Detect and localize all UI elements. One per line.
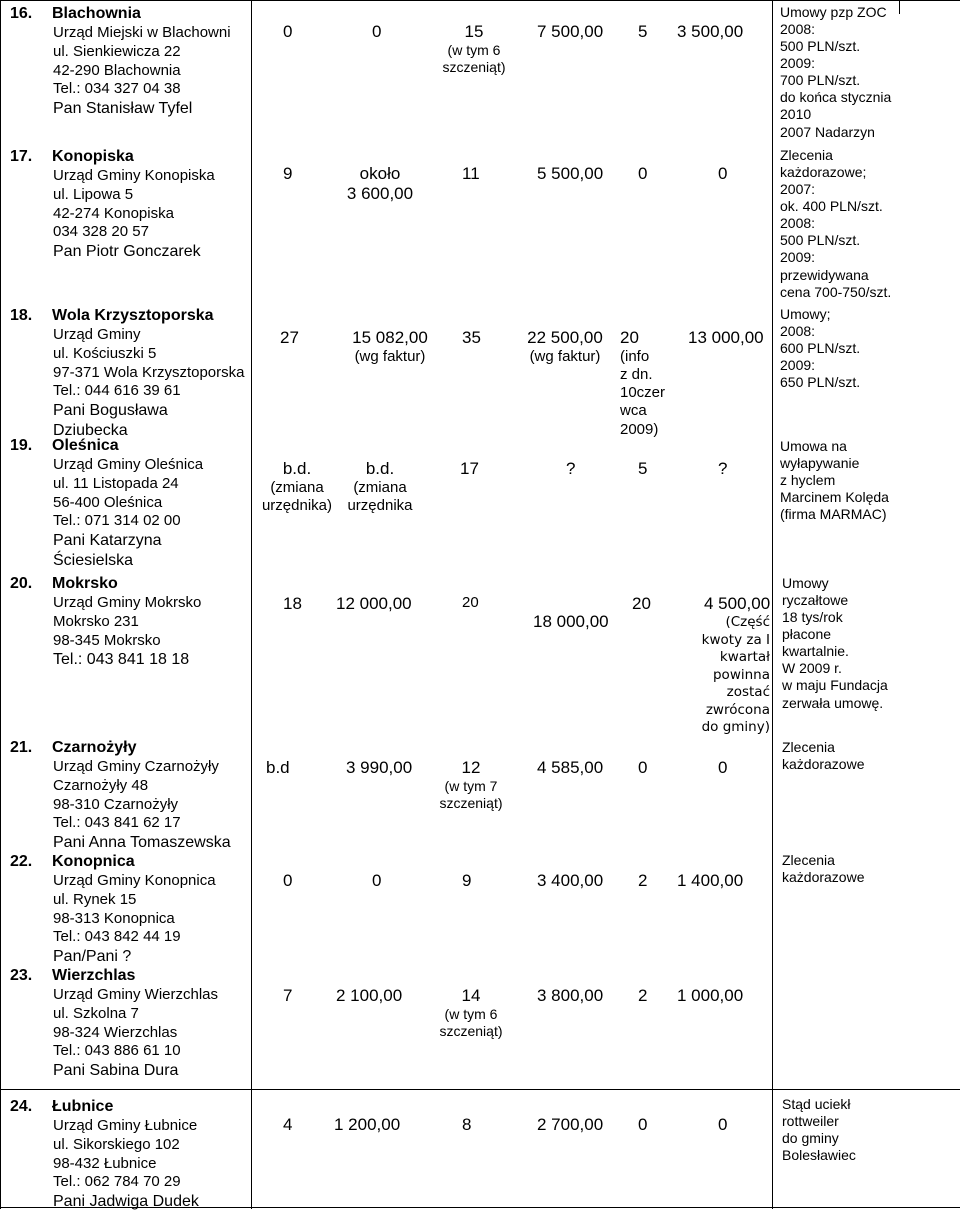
cell-value: około 3 600,00 [346,164,414,203]
column-divider [899,0,900,14]
cell-value: 13 000,00 [688,328,764,347]
institution-cell: 21. Czarnożyły Urząd Gminy Czarnożyły Czarnożyły 48 98-310 Czarnożyły Tel.: 043 841 62 17 Pani Anna Tomaszewska [10,739,231,851]
cell-value: 7 500,00 [537,22,604,41]
cell-value: 15 082,00 (wg faktur) [352,328,428,365]
cell-value: 20 (info z dn. 10czer wca 2009) [620,328,666,438]
cell-value: 15 (w tym 6 szczeniąt) [442,22,506,75]
cell-value: 12 000,00 [336,594,412,613]
notes-cell: Stąd uciekł rottweiler do gminy Bolesławiec [782,1096,856,1164]
cell-value: 20 [462,594,479,611]
cell-value: 1 200,00 [334,1115,401,1134]
cell-value: 22 500,00 (wg faktur) [527,328,603,365]
institution-cell: 22. Konopnica Urząd Gminy Konopnica ul. Rynek 15 98-313 Konopnica Tel.: 043 842 44 19 Pan/Pani ? [10,853,216,965]
cell-value: 12 (w tym 7 szczeniąt) [439,758,503,811]
cell-value: 17 [460,459,479,478]
cell-value: 9 [462,871,472,890]
cell-value: 0 [718,164,728,183]
cell-value: 14 (w tym 6 szczeniąt) [439,986,503,1039]
cell-value: 3 400,00 [537,871,604,890]
cell-value: ? [566,459,576,478]
cell-value: 2 100,00 [336,986,403,1005]
cell-value: 3 500,00 [677,22,744,41]
institution-cell: 16. Blachownia Urząd Miejski w Blachowni ul. Sienkiewicza 22 42-290 Blachownia Tel.: 034 327 04 38 Pan Stanisław Tyfel [10,5,231,117]
column-divider [251,0,252,1209]
cell-value: 9 [283,164,293,183]
cell-value: 2 [638,871,648,890]
cell-value: 2 700,00 [537,1115,604,1134]
cell-value: 27 [280,328,299,347]
cell-value: b.d [266,758,290,777]
notes-cell: Umowa na wyłapywanie z hyclem Marcinem Kolęda (firma MARMAC) [780,438,889,523]
cell-value: 18 [283,594,302,613]
cell-value: 0 [638,1115,648,1134]
cell-value: 0 [372,871,382,890]
column-divider [772,0,773,1209]
institution-cell: 20. Mokrsko Urząd Gminy Mokrsko Mokrsko 231 98-345 Mokrsko Tel.: 043 841 18 18 [10,575,202,669]
institution-cell: 18. Wola Krzysztoporska Urząd Gminy ul. Kościuszki 5 97-371 Wola Krzysztoporska Tel.: 044 616 39 61 Pani Bogusława Dziubecka [10,307,245,439]
cell-value: 1 400,00 [677,871,744,890]
cell-value: b.d. (zmiana urzędnika) [261,459,333,514]
cell-value: 4 [283,1115,293,1134]
cell-value: 0 [718,758,728,777]
cell-value: 5 [638,459,648,478]
institution-cell: 17. Konopiska Urząd Gminy Konopiska ul. Lipowa 5 42-274 Konopiska 034 328 20 57 Pan Piotr Gonczarek [10,148,215,260]
cell-value: b.d. (zmiana urzędnika [347,459,413,514]
institution-cell: 23. Wierzchlas Urząd Gminy Wierzchlas ul. Szkolna 7 98-324 Wierzchlas Tel.: 043 886 61 10 Pani Sabina Dura [10,967,219,1079]
table-border-top [0,0,960,1]
cell-value: 7 [283,986,293,1005]
cell-value: 11 [462,164,480,183]
table-border-left [0,0,1,1209]
cell-value: 20 [632,594,651,613]
notes-cell: Zlecenia każdorazowe; 2007: ok. 400 PLN/szt. 2008: 500 PLN/szt. 2009: przewidywana cena 700-750/szt. [780,147,892,300]
institution-cell: 24. Łubnice Urząd Gminy Łubnice ul. Sikorskiego 102 98-432 Łubnice Tel.: 062 784 70 29 Pani Jadwiga Dudek [10,1098,199,1210]
notes-cell: Zlecenia każdorazowe [782,739,865,773]
cell-value: 5 500,00 [537,164,604,183]
cell-value: 0 [283,871,293,890]
notes-cell: Umowy; 2008: 600 PLN/szt. 2009: 650 PLN/szt. [780,306,861,391]
cell-value: 3 990,00 [346,758,413,777]
cell-value: 0 [638,164,648,183]
notes-cell: Zlecenia każdorazowe [782,852,865,886]
cell-value: 4 585,00 [537,758,604,777]
cell-value: 0 [283,22,293,41]
cell-value: 1 000,00 [677,986,744,1005]
cell-value: 4 500,00 [704,594,771,613]
cell-value: ? [718,459,728,478]
cell-value: 5 [638,22,648,41]
notes-cell: Umowy pzp ZOC 2008: 500 PLN/szt. 2009: 700 PLN/szt. do końca stycznia 2010 2007 Nadarzyn [780,4,892,140]
cell-note: (Część kwoty za I kwartał powinna zostać zwrócona do gminy) [701,614,770,736]
institution-cell: 19. Oleśnica Urząd Gminy Oleśnica ul. 11 Listopada 24 56-400 Oleśnica Tel.: 071 314 02 00 Pani Katarzyna Ściesielska [10,437,204,569]
cell-value: 18 000,00 [533,612,609,631]
cell-value: 2 [638,986,648,1005]
row-divider [0,1089,960,1090]
notes-cell: Umowy ryczałtowe 18 tys/rok płacone kwartalnie. W 2009 r. w maju Fundacja zerwała umowę. [782,575,888,711]
cell-value: 0 [718,1115,728,1134]
cell-value: 8 [462,1115,472,1134]
cell-value: 35 [462,328,481,347]
cell-value: 3 800,00 [537,986,604,1005]
cell-value: 0 [372,22,382,41]
cell-value: 0 [638,758,648,777]
